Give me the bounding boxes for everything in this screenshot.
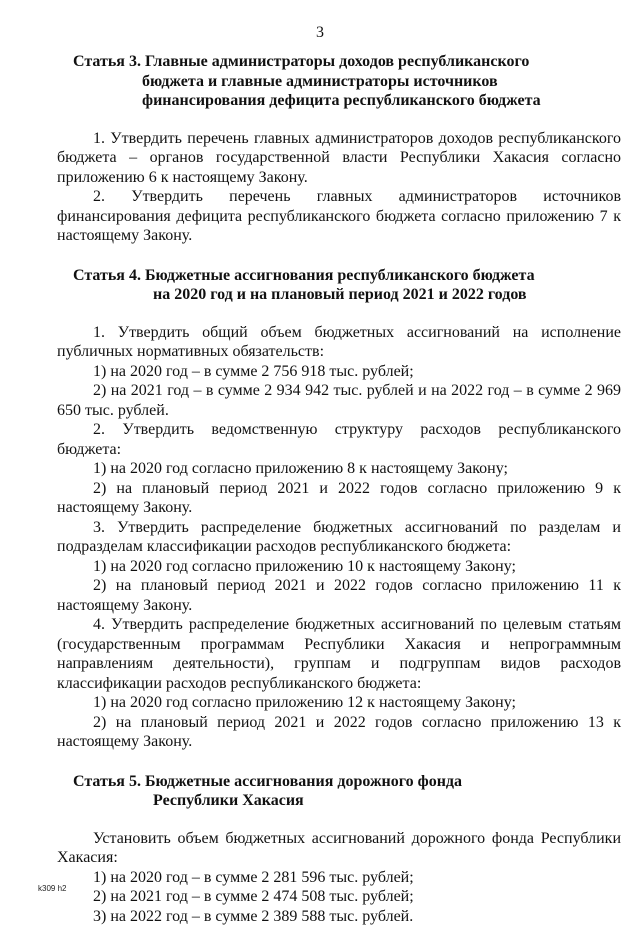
article-4-paragraph: 1) на 2020 год – в сумме 2 756 918 тыс. рублей; xyxy=(57,362,621,382)
article-4-title xyxy=(57,266,621,305)
article-5-paragraph: 1) на 2020 год – в сумме 2 281 596 тыс. рублей; xyxy=(57,868,621,888)
article-4-title-line-2: на 2020 год и на плановый период 2021 и 2022 годов xyxy=(57,285,621,305)
article-3-title-line-1: Статья 3. Главные администраторы доходов республиканского xyxy=(57,52,621,72)
article-3-paragraph: 1. Утвердить перечень главных администраторов доходов республиканского бюджета – органов государственной власти Республики Хакасия согласно приложению 6 к настоящему Закону. xyxy=(57,129,621,188)
article-4-paragraph: 2) на плановый период 2021 и 2022 годов согласно приложению 11 к настоящему Закону. xyxy=(57,576,621,615)
article-5-title xyxy=(57,772,621,811)
article-4-paragraph: 2) на плановый период 2021 и 2022 годов согласно приложению 9 к настоящему Закону. xyxy=(57,479,621,518)
article-5-title-line-2: Республики Хакасия xyxy=(57,791,621,811)
footer-code: k309 h2 xyxy=(38,884,66,893)
article-4-paragraph: 2. Утвердить ведомственную структуру расходов республиканского бюджета: xyxy=(57,420,621,459)
article-5-paragraph: 3) на 2022 год – в сумме 2 389 588 тыс. рублей. xyxy=(57,907,621,926)
article-4-title-line-1: Статья 4. Бюджетные ассигнования республиканского бюджета xyxy=(57,266,621,286)
article-4-paragraph: 1) на 2020 год согласно приложению 8 к настоящему Закону; xyxy=(57,459,621,479)
document-body xyxy=(57,52,621,926)
article-4 xyxy=(57,266,621,752)
article-4-paragraph: 3. Утвердить распределение бюджетных ассигнований по разделам и подразделам классификации расходов республиканского бюджета: xyxy=(57,518,621,557)
article-3-title-line-2: бюджета и главные администраторы источников xyxy=(57,72,621,92)
article-3-title-line-3: финансирования дефицита республиканского бюджета xyxy=(57,91,621,111)
article-5-paragraph: 2) на 2021 год – в сумме 2 474 508 тыс. рублей; xyxy=(57,887,621,907)
article-3-title xyxy=(57,52,621,111)
article-3-paragraph: 2. Утвердить перечень главных администраторов источников финансирования дефицита республиканского бюджета согласно приложению 7 к настоящему Закону. xyxy=(57,187,621,246)
page-number: 3 xyxy=(0,24,640,42)
article-4-paragraph: 1) на 2020 год согласно приложению 10 к настоящему Закону; xyxy=(57,557,621,577)
article-5-title-line-1: Статья 5. Бюджетные ассигнования дорожного фонда xyxy=(57,772,621,792)
article-4-paragraph: 1. Утвердить общий объем бюджетных ассигнований на исполнение публичных нормативных обязательств: xyxy=(57,323,621,362)
article-5-paragraph: Установить объем бюджетных ассигнований дорожного фонда Республики Хакасия: xyxy=(57,829,621,868)
article-4-paragraph: 2) на плановый период 2021 и 2022 годов согласно приложению 13 к настоящему Закону. xyxy=(57,713,621,752)
article-4-paragraph: 4. Утвердить распределение бюджетных ассигнований по целевым статьям (государственным программам Республики Хакасия и непрограммным направлениям деятельности), группам и подгруппам видов расходов классификации расходов республиканского бюджета: xyxy=(57,615,621,693)
article-4-paragraph: 1) на 2020 год согласно приложению 12 к настоящему Закону; xyxy=(57,693,621,713)
article-3 xyxy=(57,52,621,246)
article-5 xyxy=(57,772,621,926)
article-4-paragraph: 2) на 2021 год – в сумме 2 934 942 тыс. рублей и на 2022 год – в сумме 2 969 650 тыс. рублей. xyxy=(57,381,621,420)
